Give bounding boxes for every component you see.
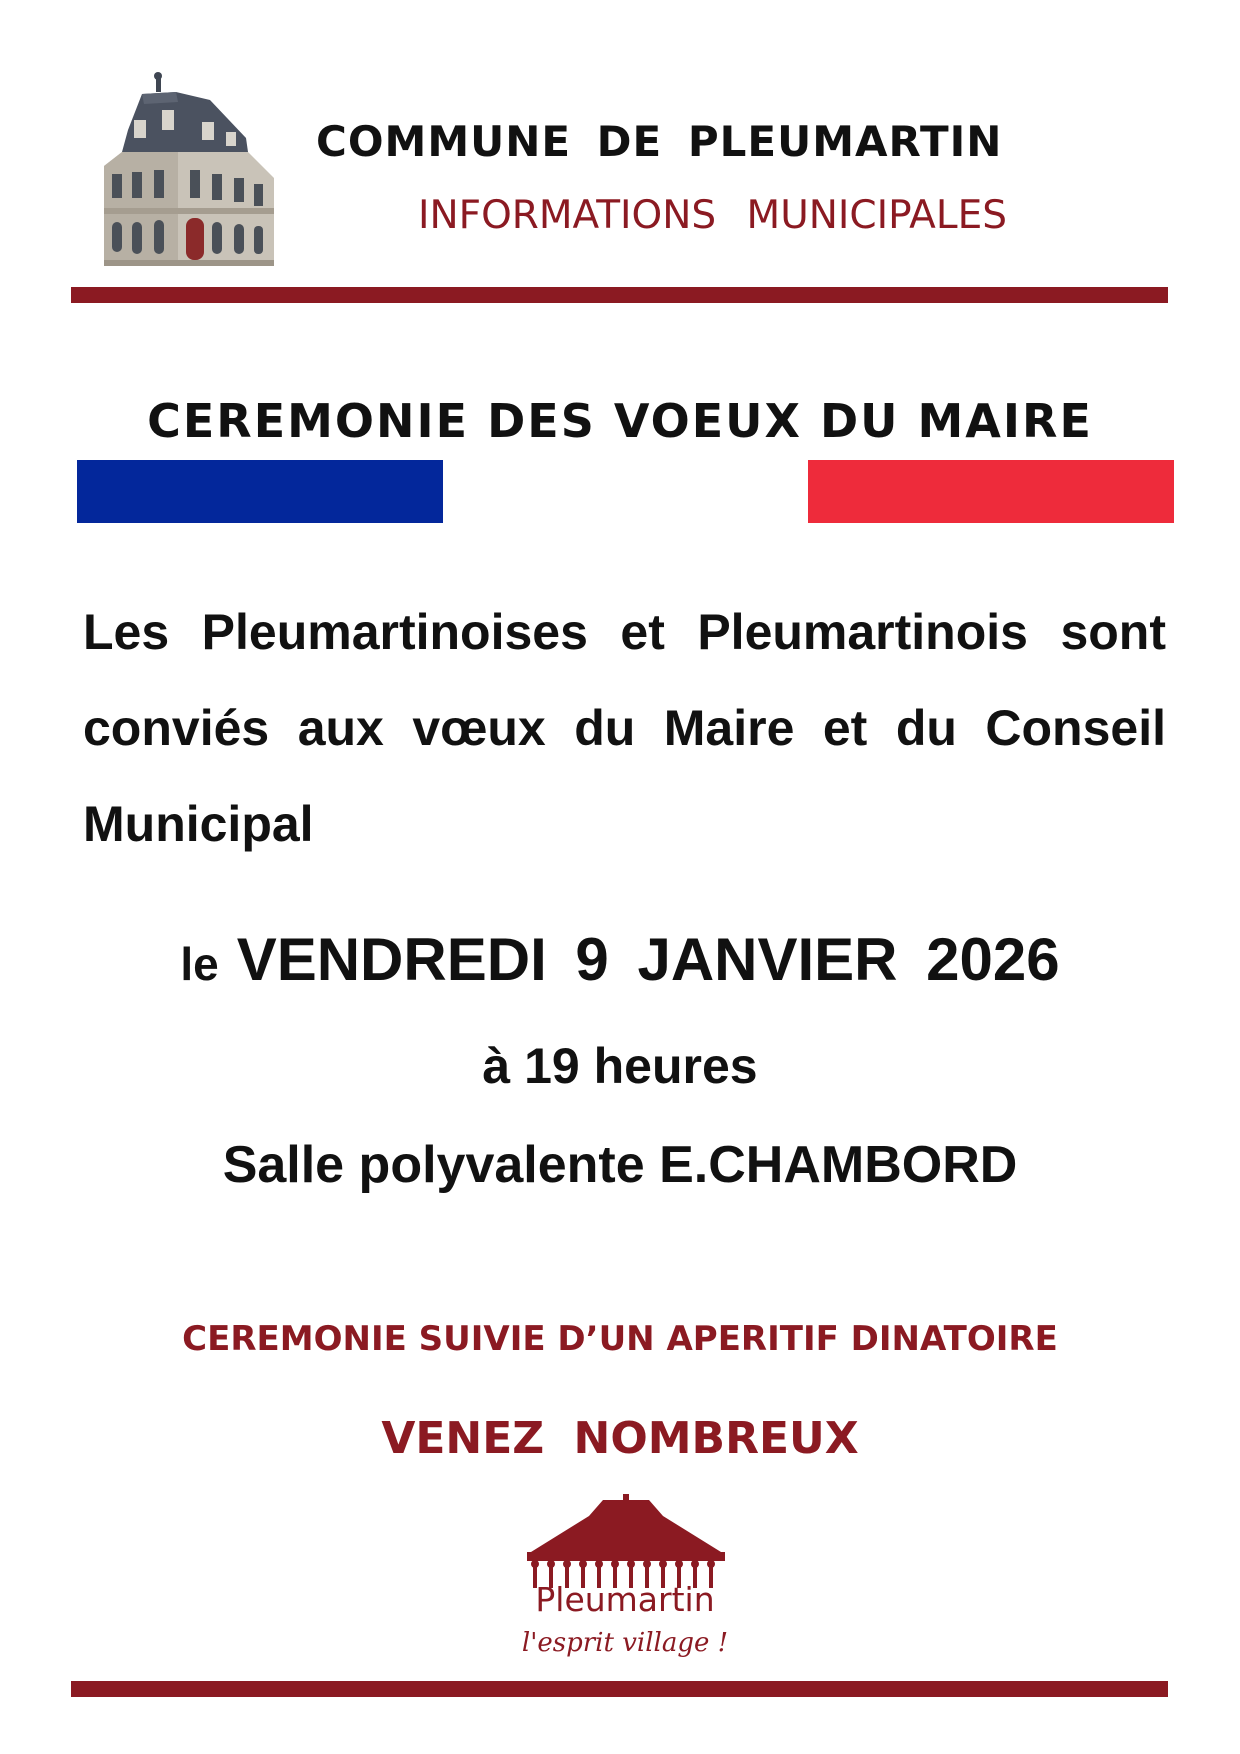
event-venue: Salle polyvalente E.CHAMBORD: [222, 1136, 1018, 1194]
flag-blue-stripe: [77, 460, 443, 523]
event-date: VENDREDI 9 JANVIER 2026: [236, 926, 1060, 993]
page-title: CEREMONIE DES VOEUX DU MAIRE: [147, 394, 1093, 448]
town-hall-icon: [98, 70, 280, 270]
event-date-line: [0, 925, 1240, 994]
logo-name: Pleumartin: [535, 1580, 715, 1619]
logo-tagline: l'esprit village !: [521, 1628, 729, 1658]
header-divider: [71, 287, 1168, 303]
call-to-action: VENEZ NOMBREUX: [381, 1413, 859, 1464]
event-date-prefix: le: [180, 938, 219, 990]
commune-name: COMMUNE DE PLEUMARTIN: [316, 117, 1003, 166]
invitation-line-3: Municipal: [83, 796, 314, 852]
invitation-line-1: Les Pleumartinoises et Pleumartinois sont: [83, 604, 1166, 660]
flag-red-stripe: [808, 460, 1174, 523]
footer-divider: [71, 1681, 1168, 1697]
invitation-line-2: conviés aux vœux du Maire et du Conseil: [83, 700, 1166, 756]
aperitif-notice: CEREMONIE SUIVIE D’UN APERITIF DINATOIRE: [182, 1319, 1058, 1359]
header-subtitle: INFORMATIONS MUNICIPALES: [418, 193, 1007, 238]
market-hall-icon: [523, 1494, 729, 1589]
event-time: à 19 heures: [482, 1038, 758, 1094]
